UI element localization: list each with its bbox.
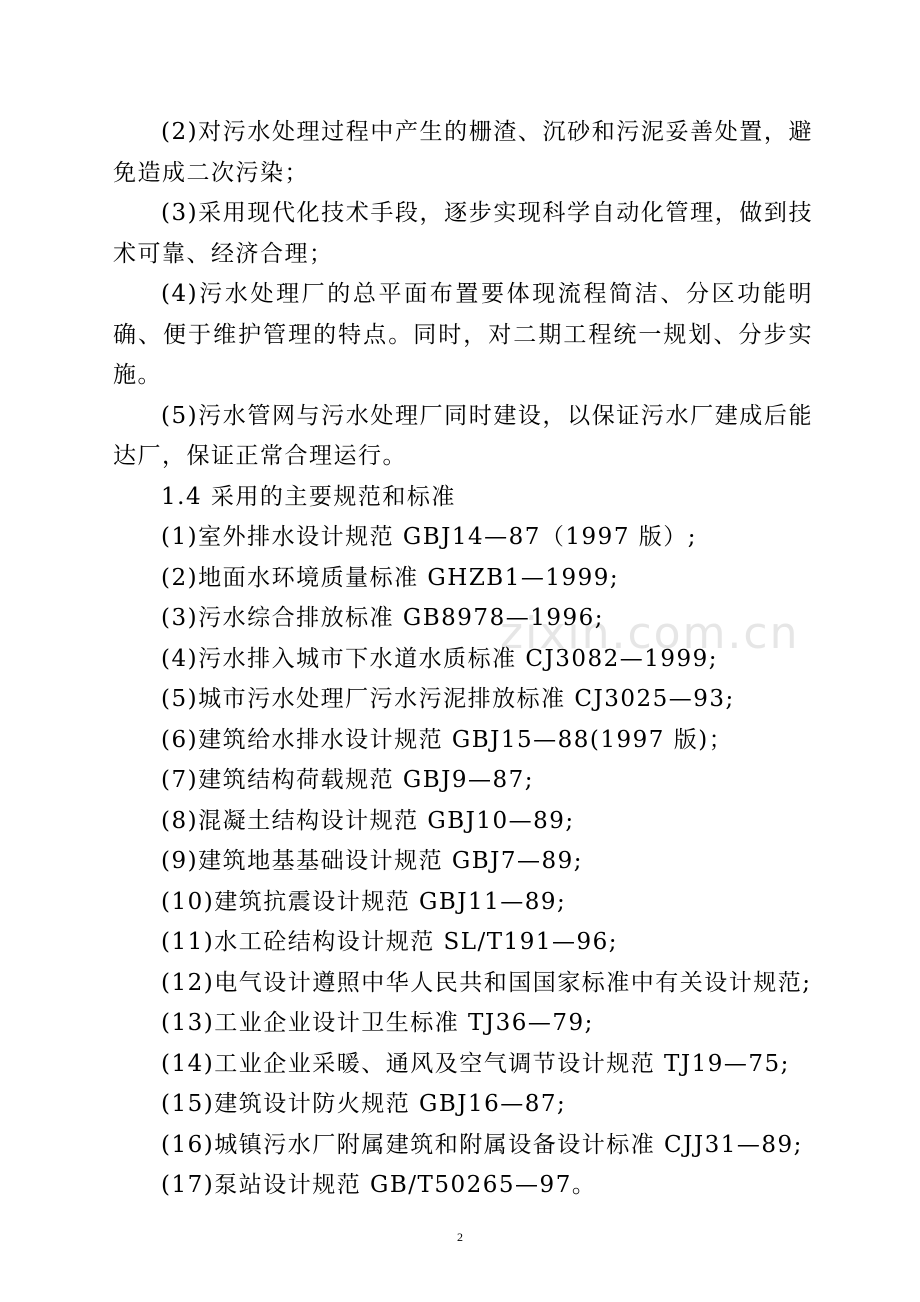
standard-item-6: (6)建筑给水排水设计规范 GBJ15—88(1997 版)； <box>161 726 734 753</box>
standard-item-2: (2)地面水环境质量标准 GHZB1—1999; <box>161 564 620 591</box>
standard-item-1: (1)室外排水设计规范 GBJ14—87（1997 版）; <box>161 524 698 550</box>
standard-item-16: (16)城镇污水厂附属建筑和附属设备设计标准 CJJ31—89; <box>161 1131 803 1158</box>
document-body <box>113 112 813 1206</box>
standard-item-5: (5)城市污水处理厂污水污泥排放标准 CJ3025—93; <box>161 686 735 712</box>
standard-item-3: (3)污水综合排放标准 GB8978—1996; <box>161 605 604 631</box>
standard-item-17: (17)泵站设计规范 GB/T50265—97。 <box>161 1172 597 1198</box>
standard-item-9: (9)建筑地基基础设计规范 GBJ7—89; <box>161 848 584 874</box>
watermark: zixin.com.cn <box>500 608 800 659</box>
paragraph-2: (2)对污水处理过程中产生的栅渣、沉砂和污泥妥善处置，避免造成二次污染； <box>113 119 813 186</box>
paragraph-5: (5)污水管网与污水处理厂同时建设，以保证污水厂建成后能达厂，保证正常合理运行。 <box>113 402 813 469</box>
standard-item-7: (7)建筑结构荷载规范 GBJ9—87; <box>161 767 535 793</box>
page-number: 2 <box>457 1230 463 1244</box>
standard-item-4: (4)污水排入城市下水道水质标准 CJ3082—1999; <box>161 645 719 672</box>
standard-item-15: (15)建筑设计防火规范 GBJ16—87; <box>161 1091 567 1117</box>
standard-item-13: (13)工业企业设计卫生标准 TJ36—79; <box>161 1010 594 1036</box>
paragraph-3: (3)采用现代化技术手段，逐步实现科学自动化管理，做到技术可靠、经济合理； <box>113 200 813 267</box>
standard-item-10: (10)建筑抗震设计规范 GBJ11—89; <box>161 888 567 915</box>
standard-item-12: (12)电气设计遵照中华人民共和国国家标准中有关设计规范; <box>161 969 812 996</box>
standard-item-14: (14)工业企业采暖、通风及空气调节设计规范 TJ19—75; <box>161 1050 790 1077</box>
standard-item-11: (11)水工砼结构设计规范 SL/T191—96; <box>161 929 619 955</box>
standard-item-8: (8)混凝土结构设计规范 GBJ10—89; <box>161 807 575 834</box>
section-heading: 1.4 采用的主要规范和标准 <box>161 483 456 510</box>
paragraph-4: (4)污水处理厂的总平面布置要体现流程简洁、分区功能明确、便于维护管理的特点。同时，对二期工程统一规划、分步实施。 <box>113 281 813 388</box>
